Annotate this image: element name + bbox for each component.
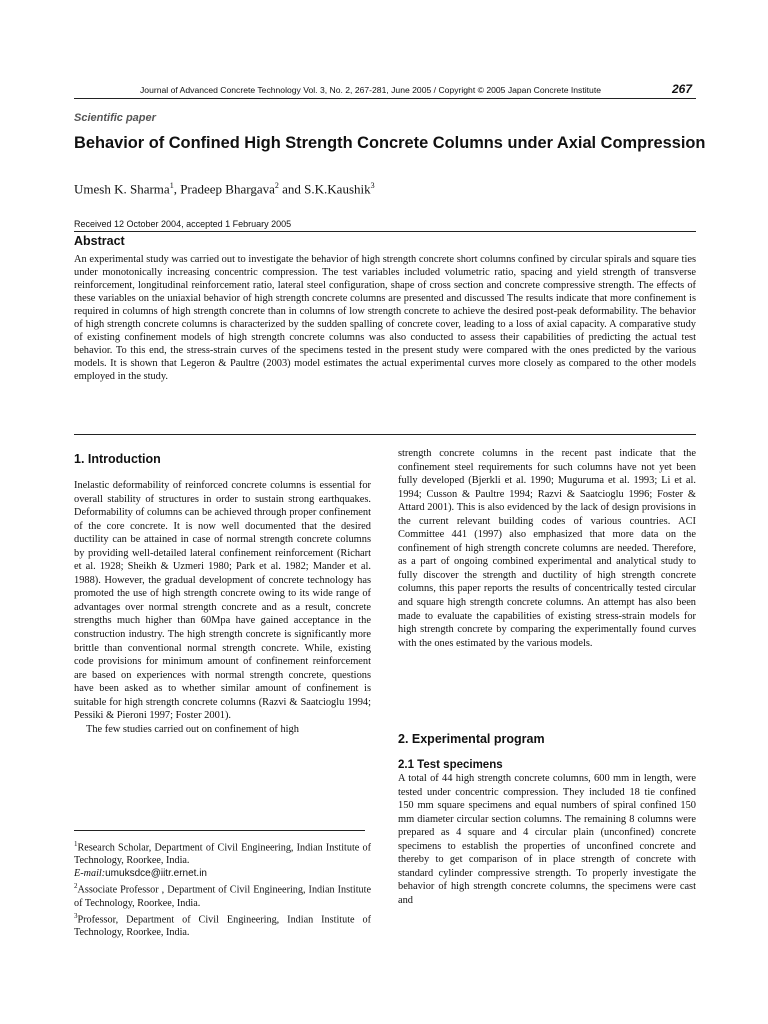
received-date: Received 12 October 2004, accepted 1 February 2005 <box>74 219 292 229</box>
test-specimens-heading: 2.1 Test specimens <box>398 759 503 771</box>
section-label: Scientific paper <box>74 112 156 124</box>
footnote: $^3$Professor, Department of Civil Engineering, Indian Institute of Technology, Roorkee, India. <box>74 911 371 939</box>
header-rule <box>74 98 696 99</box>
paragraph: The few studies carried out on confinement of high <box>86 723 299 735</box>
introduction-text-left <box>74 479 371 736</box>
author-list <box>74 181 375 197</box>
abstract-heading: Abstract <box>74 234 125 248</box>
footnote: $^2$Associate Professor , Department of Civil Engineering, Indian Institute of Technology, Roorkee, India. <box>74 882 371 909</box>
abstract-text: An experimental study was carried out to investigate the behavior of high strength concrete short columns confined by circular spirals and square ties under monotonically increasing concentric compression. The test variables included volumetric ratio, spacing and yield strength of transverse reinforcement, longitudinal reinforcement ratio, lateral steel configuration, shape of cross section and concrete compressive strength. The effects of these variables on the uniaxial behavior of high strength concrete columns are presented and discussed The results indicate that more confinement is required in columns of high strength concrete than in columns of low strength concrete to achieve the desired post-peak deformability. The behavior of high strength concrete columns is characterized by the sudden spalling of concrete cover, leading to a loss of axial capacity. A comparative study of existing confinement models of high strength concrete columns was also conducted to assess their capabilities of predicting the actual test behavior. To this end, the stress-strain curves of the specimens tested in the present study were compared with the ones predicted by the various models. It is shown that Legeron & Paultre (2003) model estimates the actual experimental curves more closely as compared to the other models employed in the study. <box>74 254 696 383</box>
page-number: 267 <box>672 82 693 96</box>
abstract-rule <box>74 434 696 435</box>
author-affiliation-mark: 2 <box>274 181 279 190</box>
author-affiliation-mark: 1 <box>169 181 174 190</box>
journal-citation: Journal of Advanced Concrete Technology Vol. 3, No. 2, 267-281, June 2005 / Copyright © 2005 Japan Concrete Institute <box>140 85 601 95</box>
author-name: Umesh K. Sharma <box>74 181 170 197</box>
footnote: $^1$Research Scholar, Department of Civil Engineering, Indian Institute of Technology, Roorkee, India. <box>74 840 371 867</box>
paragraph: A total of 44 high strength concrete columns, 600 mm in length, were tested under concentric compression. They included 18 tie confined 150 mm square specimens and equal numbers of spiral confined 150 mm diameter circular section columns. The remaining 8 columns were prepared as 4 square and 4 circular plain (unconfined) concrete specimens to establish the properties of unconfined concrete and thereby to get comparison of in place strength of concrete with standard cylinder compressive strength. To properly investigate the behavior of high strength concrete columns, the specimens were cast and <box>398 773 696 906</box>
footnotes <box>74 838 371 939</box>
author-separator: and <box>278 181 305 197</box>
introduction-heading: 1. Introduction <box>74 452 161 466</box>
paragraph: Inelastic deformability of reinforced concrete columns is essential for overall stability of structures in order to sustain strong earthquakes. Deformability of columns can be achieved through proper confinement of the core concrete. It is now well documented that the desired ductility can be attained in case of normal strength concrete columns by providing well-detailed lateral confinement reinforcement (Richart et al. 1928; Sheikh & Uzmeri 1980; Park et al. 1982; Mander et al. 1988). However, the gradual development of concrete technology has promoted the use of high strength concrete owing to its wide range of advantages over normal strength concrete and as a result, concrete strengths much higher than 60Mpa have gained acceptance in the construction industry. The high strength concrete is significantly more brittle than conventional normal strength concrete. While, existing code provisions for minimum amount of confinement reinforcement are based on experiences with normal strength concrete, questions have been asked as to whether similar amount of confinement is suitable for high strength concrete columns (Razvi & Saatcioglu 1994; Pessiki & Pieroni 1997; Foster 2001). <box>74 480 371 722</box>
introduction-text-right <box>398 447 696 650</box>
footnote-email: E-mail:umuksdce@iitr.ernet.in <box>74 868 207 880</box>
test-specimens-text <box>398 772 696 907</box>
paper-title: Behavior of Confined High Strength Concrete Columns under Axial Compression <box>74 134 706 152</box>
author-affiliation-mark: 3 <box>370 181 375 190</box>
author-separator: , <box>173 181 181 197</box>
email-link[interactable]: umuksdce@iitr.ernet.in <box>105 868 207 880</box>
experimental-heading: 2. Experimental program <box>398 732 545 746</box>
author-name: S.K.Kaushik <box>304 181 371 197</box>
author-name: Pradeep Bhargava <box>180 181 275 197</box>
paragraph: strength concrete columns in the recent past indicate that the confinement steel requirements for such columns have not yet been fully developed (Bjerkli et al. 1990; Muguruma et al. 1993; Li et al. 1994; Cusson & Paultre 1994; Razvi & Saatcioglu 1996; Foster & Attard 2001). This is also evidenced by the lack of design provisions in the current relevant building codes of various countries. ACI Committee 441 (1997) also emphasized that more data on the confinement of high strength concrete columns are needed. Therefore, as a part of ongoing combined experimental and analytical study to fully discover the strength and ductility of high strength concrete columns, this paper reports the results of concentrically tested circular and square high strength concrete columns. An attempt has also been made to evaluate the capabilities of existing stress-strain models for high strength concrete by comparing the experimentally found curves with the ones estimated by the various models. <box>398 448 696 649</box>
received-rule <box>74 231 696 232</box>
footnote-rule <box>74 830 365 831</box>
